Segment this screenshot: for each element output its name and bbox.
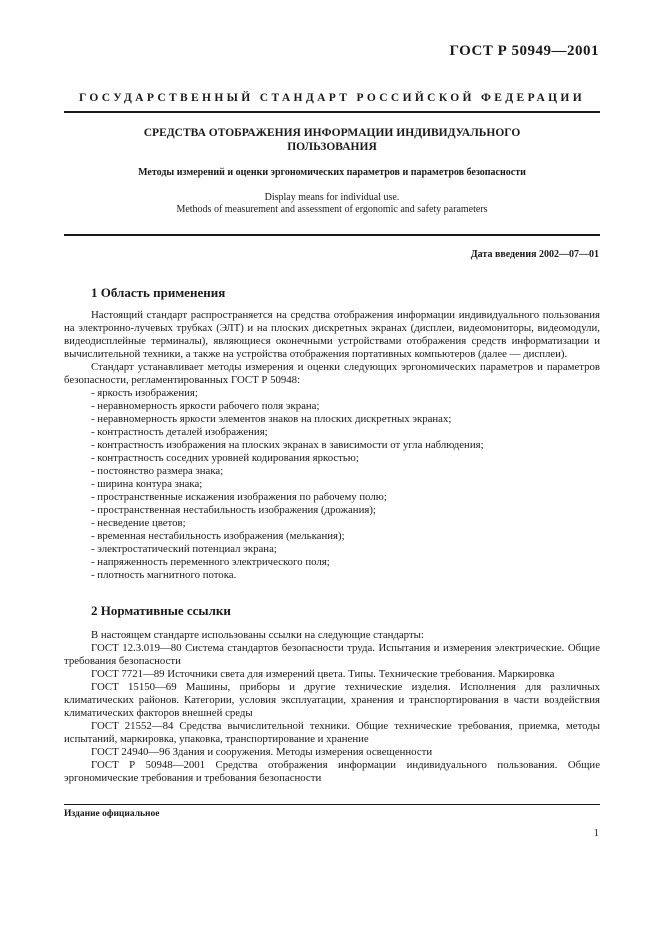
document-number: ГОСТ Р 50949—2001: [449, 43, 599, 59]
reference-item: ГОСТ 7721—89 Источники света для измерений цвета. Типы. Технические требования. Маркировка: [91, 668, 555, 680]
reference-item: ГОСТ 12.3.019—80 Система стандартов безопасности труда. Испытания и измерения электрические. Общие требования безопасности: [64, 642, 600, 667]
section-1-body: [64, 309, 600, 582]
list-item: - несведение цветов;: [91, 517, 186, 529]
document-subtitle: Методы измерений и оценки эргономических параметров и параметров безопасности: [138, 167, 526, 178]
list-item: - неравномерность яркости элементов знаков на плоских дискретных экранах;: [91, 413, 452, 425]
list-item: - яркость изображения;: [91, 387, 198, 399]
reference-item: ГОСТ 24940—96 Здания и сооружения. Методы измерения освещенности: [91, 746, 433, 758]
section-2-intro: В настоящем стандарте использованы ссылки на следующие стандарты:: [91, 629, 424, 641]
list-item: - напряженность переменного электрического поля;: [91, 556, 330, 568]
section-1-heading: 1 Область применения: [91, 285, 226, 300]
section-1-paragraph-2: Стандарт устанавливает методы измерения и оценки следующих эргономических параметров и параметров безопасности, регламентированных ГОСТ Р 50948:: [64, 361, 600, 386]
list-item: - пространственные искажения изображения по рабочему полю;: [91, 491, 387, 503]
footer-divider: [64, 804, 600, 805]
reference-item: ГОСТ Р 50948—2001 Средства отображения информации индивидуального пользования. Общие эргономические требования и требования безопасности: [64, 759, 600, 784]
reference-item: ГОСТ 21552—84 Средства вычислительной техники. Общие технические требования, приемка, методы испытаний, маркировка, упаковка, транспортирование и хранение: [64, 720, 600, 745]
list-item: - постоянство размера знака;: [91, 465, 224, 477]
english-title-line-1: Display means for individual use.: [264, 192, 400, 203]
state-standard-header: ГОСУДАРСТВЕННЫЙ СТАНДАРТ РОССИЙСКОЙ ФЕДЕРАЦИИ: [78, 92, 586, 104]
list-item: - пространственная нестабильность изображения (дрожания);: [91, 504, 376, 516]
english-title-line-2: Methods of measurement and assessment of ergonomic and safety parameters: [176, 204, 488, 215]
document-title: [64, 127, 600, 154]
title-line-1: СРЕДСТВА ОТОБРАЖЕНИЯ ИНФОРМАЦИИ ИНДИВИДУАЛЬНОГО: [143, 127, 521, 139]
list-item: - электростатический потенциал экрана;: [91, 543, 277, 555]
list-item: - ширина контура знака;: [91, 478, 203, 490]
page-number: 1: [593, 828, 599, 839]
official-edition-label: Издание официальное: [64, 809, 160, 819]
list-item: - временная нестабильность изображения (мелькания);: [91, 530, 345, 542]
section-2-body: [64, 629, 600, 785]
section-1-paragraph-1: Настоящий стандарт распространяется на средства отображения информации индивидуального пользования на электронно-лучевых трубках (ЭЛТ) и на плоских дискретных экранах (дисплеи, видеомониторы, видеомодули, видеодисплейные терминалы), являющиеся оконечными устройствами отображения средств информатизации и вычислительной техники, а также на устройства отображения портативных компьютеров (далее — дисплеи).: [64, 309, 600, 360]
title-divider: [64, 234, 600, 236]
title-line-2: ПОЛЬЗОВАНИЯ: [287, 140, 377, 153]
header-divider: [64, 111, 600, 113]
reference-item: ГОСТ 15150—69 Машины, приборы и другие технические изделия. Исполнения для различных климатических районов. Категории, условия эксплуатации, хранения и транспортирования в части воздействия климатических факторов внешней среды: [64, 681, 600, 719]
list-item: - контрастность изображения на плоских экранах в зависимости от угла наблюдения;: [91, 439, 484, 451]
list-item: - контрастность деталей изображения;: [91, 426, 268, 438]
list-item: - плотность магнитного потока.: [91, 569, 237, 581]
introduction-date: Дата введения 2002—07—01: [470, 249, 599, 260]
english-title: [64, 192, 600, 216]
list-item: - неравномерность яркости рабочего поля экрана;: [91, 400, 320, 412]
list-item: - контрастность соседних уровней кодирования яркостью;: [91, 452, 359, 464]
section-2-heading: 2 Нормативные ссылки: [91, 603, 231, 618]
